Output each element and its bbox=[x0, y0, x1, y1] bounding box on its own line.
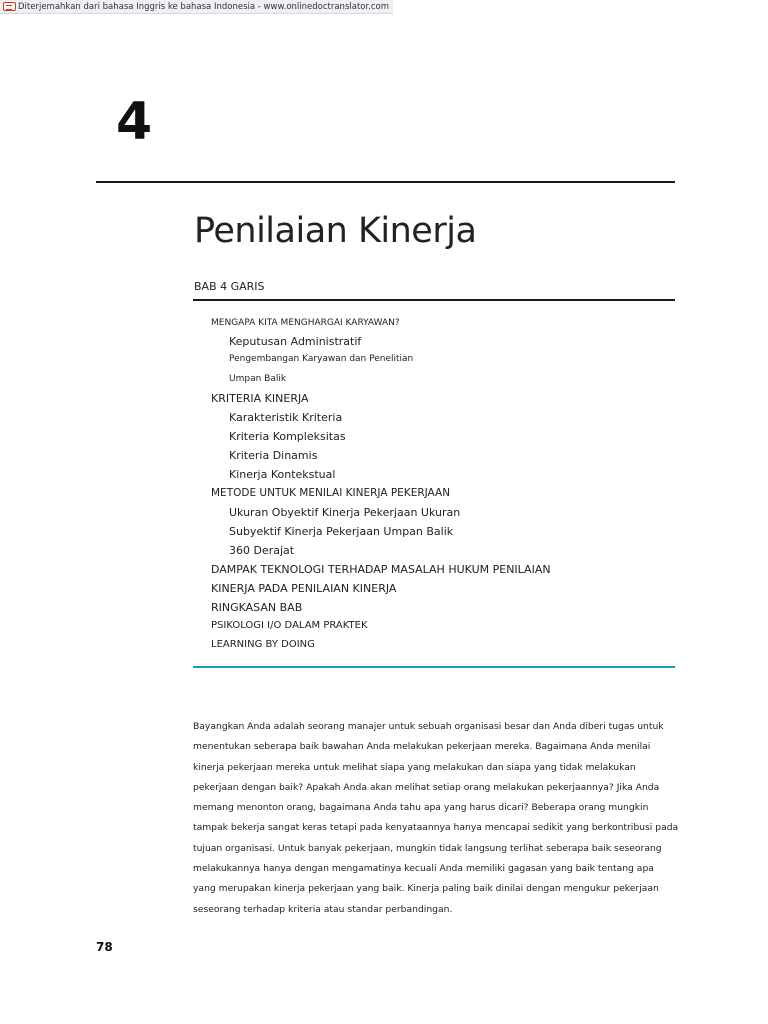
outline-section: LEARNING BY DOING bbox=[211, 639, 315, 650]
outline-section: KRITERIA KINERJA bbox=[211, 392, 309, 405]
outline-bottom-divider bbox=[193, 666, 675, 668]
outline-subsection: 360 Derajat bbox=[229, 544, 295, 557]
outline-section: MENGAPA KITA MENGHARGAI KARYAWAN? bbox=[211, 318, 400, 328]
intro-paragraph: Bayangkan Anda adalah seorang manajer untuk sebuah organisasi besar dan Anda diberi tugas untuk menentukan seberapa baik bawahan Anda melakukan pekerjaan mereka. Bagaimana Anda menilai kinerja pekerjaan mereka untuk melihat siapa yang melakukan dan siapa yang tidak melakukan pekerjaan dengan baik? Apakah Anda akan melihat setiap orang melakukan pekerjaannya? Jika Anda memang menonton orang, bagaimana Anda tahu apa yang harus dicari? Beberapa orang mungkin tampak bekerja sangat keras tetapi pada kenyataannya hanya mencapai sedikit yang berkontribusi pada tujuan organisasi. Untuk banyak pekerjaan, mungkin tidak langsung terlihat seberapa baik seseorang melakukannya hanya dengan mengamatinya kecuali Anda memiliki gagasan yang baik tentang apa yang merupakan kinerja pekerjaan yang baik. Kinerja paling baik dinilai dengan mengukur pekerjaan seseorang terhadap kriteria atau standar perbandingan. bbox=[193, 721, 679, 915]
top-divider bbox=[96, 181, 675, 183]
translate-document-icon bbox=[3, 2, 16, 11]
outline-subsection: Keputusan Administratif bbox=[229, 335, 362, 348]
outline-section: PSIKOLOGI I/O DALAM PRAKTEK bbox=[211, 620, 368, 631]
outline-subsection: Umpan Balik bbox=[229, 374, 287, 384]
outline-section: RINGKASAN BAB bbox=[211, 601, 303, 614]
chapter-number: 4 bbox=[116, 92, 153, 152]
outline-subsection: Karakteristik Kriteria bbox=[229, 411, 343, 424]
outline-subsection: Subyektif Kinerja Pekerjaan Umpan Balik bbox=[229, 525, 454, 538]
outline-subsection: Kriteria Kompleksitas bbox=[229, 430, 346, 443]
outline-divider bbox=[193, 299, 675, 301]
outline-subsection: Pengembangan Karyawan dan Penelitian bbox=[229, 354, 414, 364]
translator-banner[interactable] bbox=[0, 0, 393, 14]
outline-section: DAMPAK TEKNOLOGI TERHADAP MASALAH HUKUM PENILAIAN bbox=[211, 563, 551, 576]
page-number: 78 bbox=[96, 940, 113, 954]
translator-banner-text[interactable]: Diterjemahkan dari bahasa Inggris ke bahasa Indonesia - www.onlinedoctranslator.com bbox=[18, 1, 390, 12]
outline-subsection: Kinerja Kontekstual bbox=[229, 468, 336, 481]
outline-subsection: Ukuran Obyektif Kinerja Pekerjaan Ukuran bbox=[229, 506, 461, 519]
outline-subsection: Kriteria Dinamis bbox=[229, 449, 318, 462]
outline-section: KINERJA PADA PENILAIAN KINERJA bbox=[211, 582, 397, 595]
chapter-title: Penilaian Kinerja bbox=[194, 211, 477, 251]
chapter-outline-label: BAB 4 GARIS bbox=[194, 280, 265, 293]
outline-section: METODE UNTUK MENILAI KINERJA PEKERJAAN bbox=[211, 487, 451, 499]
